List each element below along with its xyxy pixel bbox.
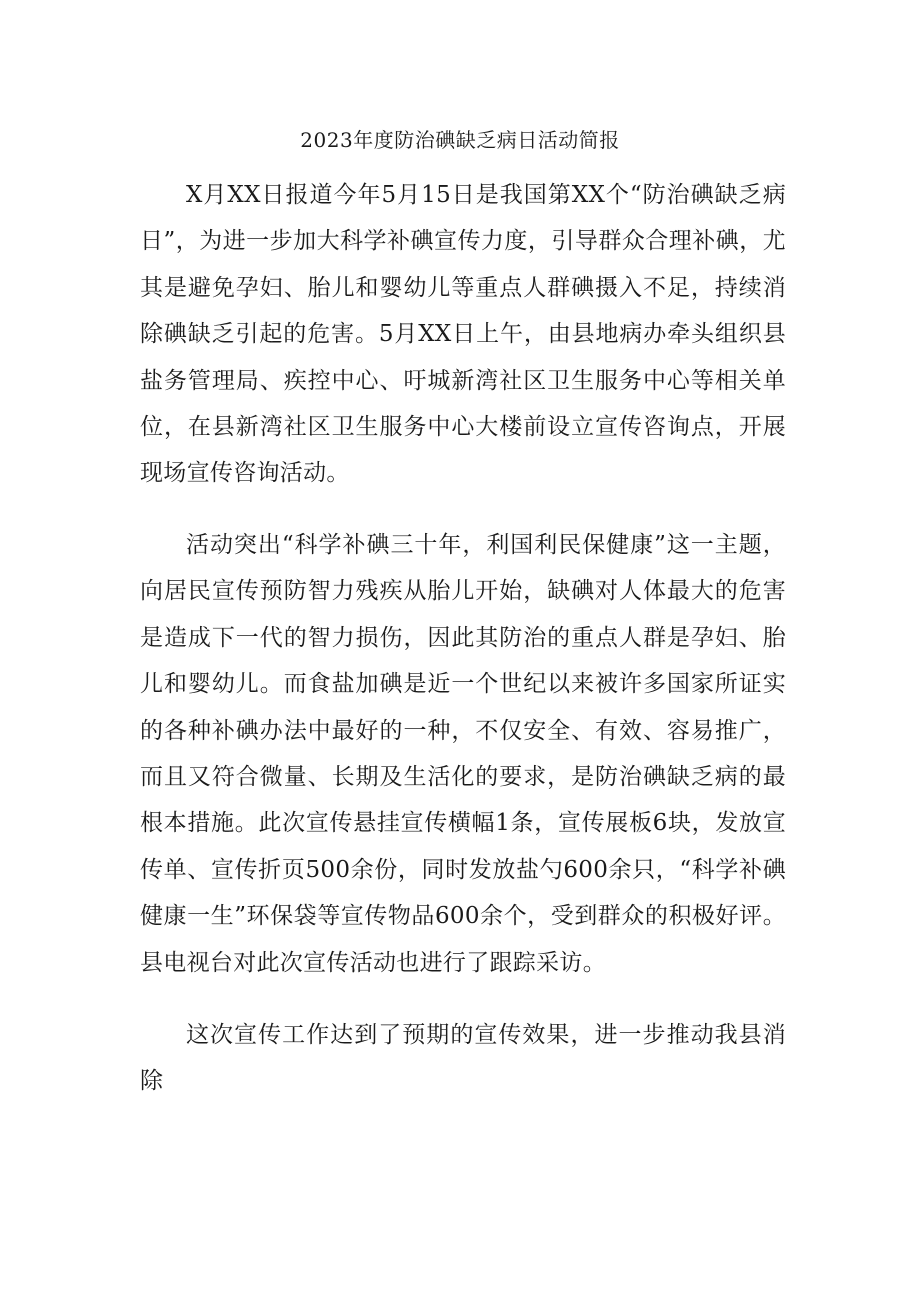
paragraph-3: 这次宣传工作达到了预期的宣传效果，进一步推动我县消除: [140, 1022, 786, 1095]
document-title: 2023年度防治碘缺乏病日活动简报: [300, 128, 620, 152]
paragraph-1: X月XX日报道今年5月15日是我国第XX个“防治碘缺乏病日”，为进一步加大科学补碘宣传力度，引导群众合理补碘，尤其是避免孕妇、胎儿和婴幼儿等重点人群碘摄入不足，持续消除碘缺乏引起的危害。5月XX日上午，由县地病办牵头组织县盐务管理局、疾控中心、吁城新湾社区卫生服务中心等相关单位，在县新湾社区卫生服务中心大楼前设立宣传咨询点，开展现场宣传咨询活动。: [140, 182, 786, 487]
paragraph-2: 活动突出“科学补碘三十年，利国利民保健康”这一主题，向居民宣传预防智力残疾从胎儿开始，缺碘对人体最大的危害是造成下一代的智力损伤，因此其防治的重点人群是孕妇、胎儿和婴幼儿。而食盐加碘是近一个世纪以来被许多国家所证实的各种补碘办法中最好的一种，不仅安全、有效、容易推广，而且又符合微量、长期及生活化的要求，是防治碘缺乏病的最根本措施。此次宣传悬挂宣传横幅1条，宣传展板6块，发放宣传单、宣传折页500余份，同时发放盐勺600余只，“科学补碘健康一生”环保袋等宣传物品600余个，受到群众的积极好评。县电视台对此次宣传活动也进行了跟踪采访。: [140, 532, 786, 976]
